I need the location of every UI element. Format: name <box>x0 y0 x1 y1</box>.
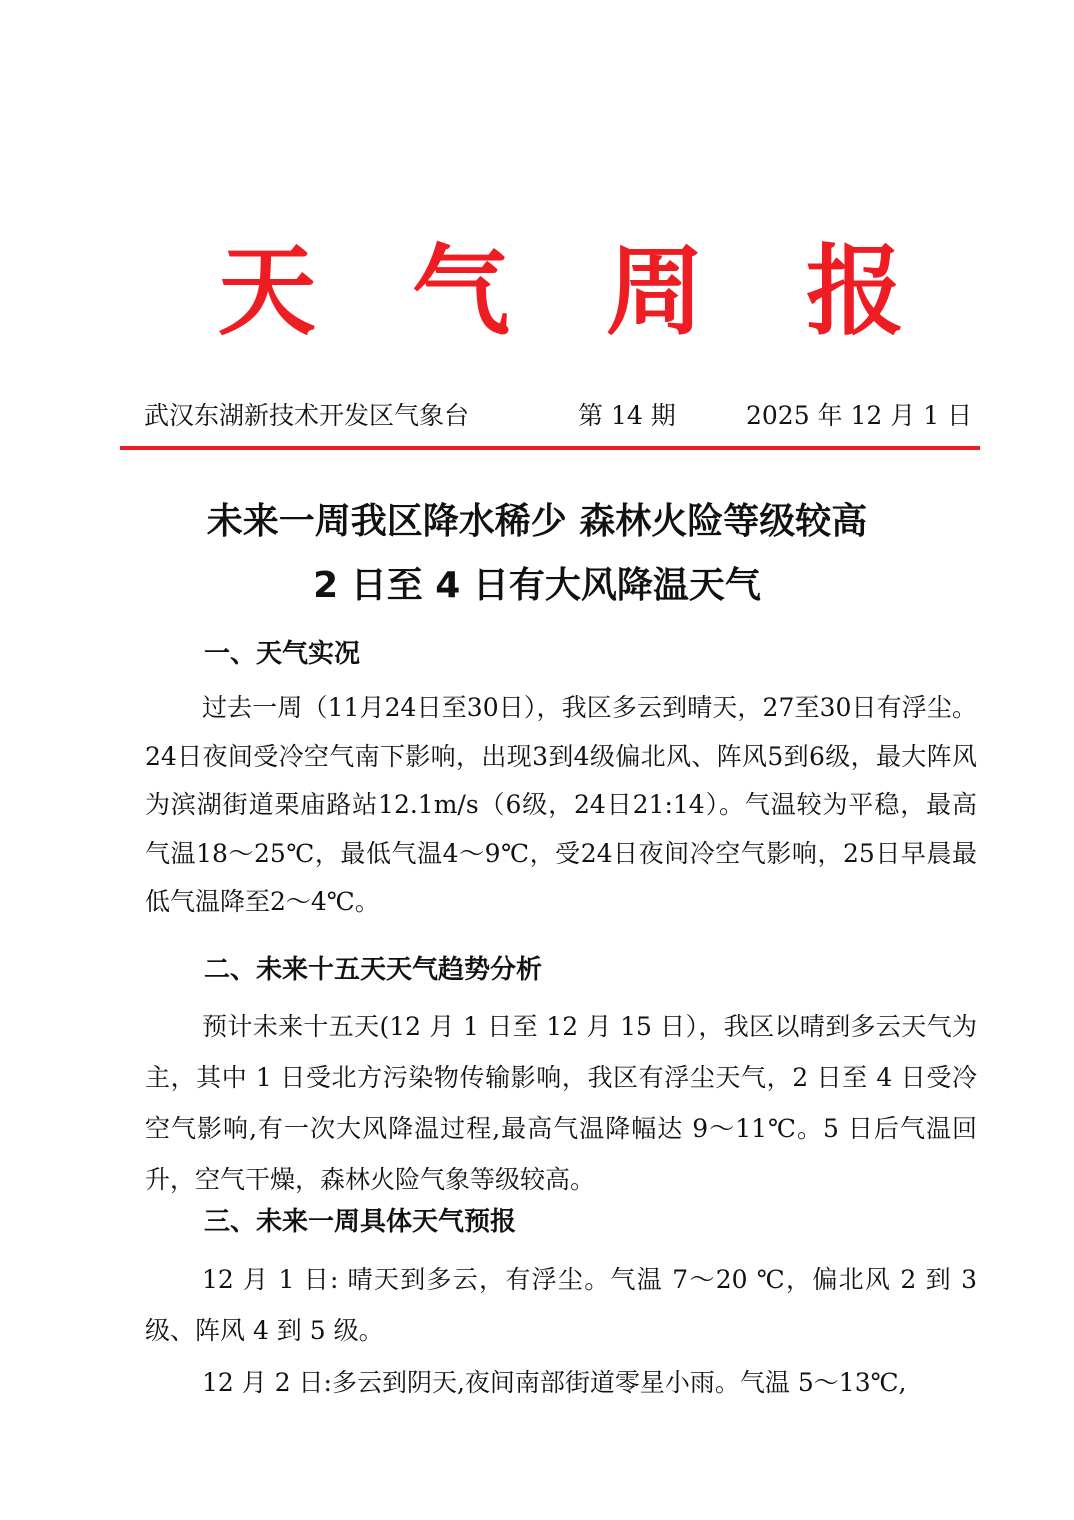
masthead-title <box>0 232 1074 352</box>
masthead-char-4: 报 <box>806 235 905 349</box>
masthead-char-1: 天 <box>218 235 317 349</box>
section-title-fifteen-day-trend: 二、未来十五天天气趋势分析 <box>204 955 543 985</box>
issue-number: 第 14 期 <box>578 401 676 430</box>
forecast-item-dec-1: 12 月 1 日: 晴天到多云，有浮尘。气温 7～20 ℃，偏北风 2 到 3 级、阵风 4 到 5 级。 <box>145 1265 977 1345</box>
section-paragraph-observations: 过去一周（11月24日至30日），我区多云到晴天，27至30日有浮尘。24日夜间受冷空气南下影响，出现3到4级偏北风、阵风5到6级，最大阵风为滨湖街道栗庙路站12.1m/s（6级，24日21:14）。气温较为平稳，最高气温18～25℃，最低气温4～9℃，受24日夜间冷空气影响，25日早晨最低气温降至2～4℃。 <box>145 693 977 916</box>
section-title-observations: 一、天气实况 <box>204 639 361 669</box>
issue-date: 2025 年 12 月 1 日 <box>746 401 973 430</box>
masthead-char-2: 气 <box>412 235 511 349</box>
section-paragraph-fifteen-day-trend: 预计未来十五天(12 月 1 日至 12 月 15 日），我区以晴到多云天气为主，其中 1 日受北方污染物传输影响，我区有浮尘天气，2 日至 4 日受冷空气影响,有一次大风降温过程,最高气温降幅达 9～11℃。5 日后气温回升，空气干燥，森林火险气象等级较高。 <box>145 1012 977 1194</box>
headline-line-2: 2 日至 4 日有大风降温天气 <box>313 565 761 606</box>
issuer-name: 武汉东湖新技术开发区气象台 <box>144 401 470 430</box>
section-title-weekly-forecast: 三、未来一周具体天气预报 <box>204 1207 517 1237</box>
forecast-item-dec-2: 12 月 2 日:多云到阴天,夜间南部街道零星小雨。气温 5～13℃, <box>202 1368 907 1397</box>
headline-line-1: 未来一周我区降水稀少 森林火险等级较高 <box>206 501 868 542</box>
red-divider-line <box>120 446 980 450</box>
issue-info-line <box>140 396 973 436</box>
masthead-char-3: 周 <box>606 235 705 349</box>
